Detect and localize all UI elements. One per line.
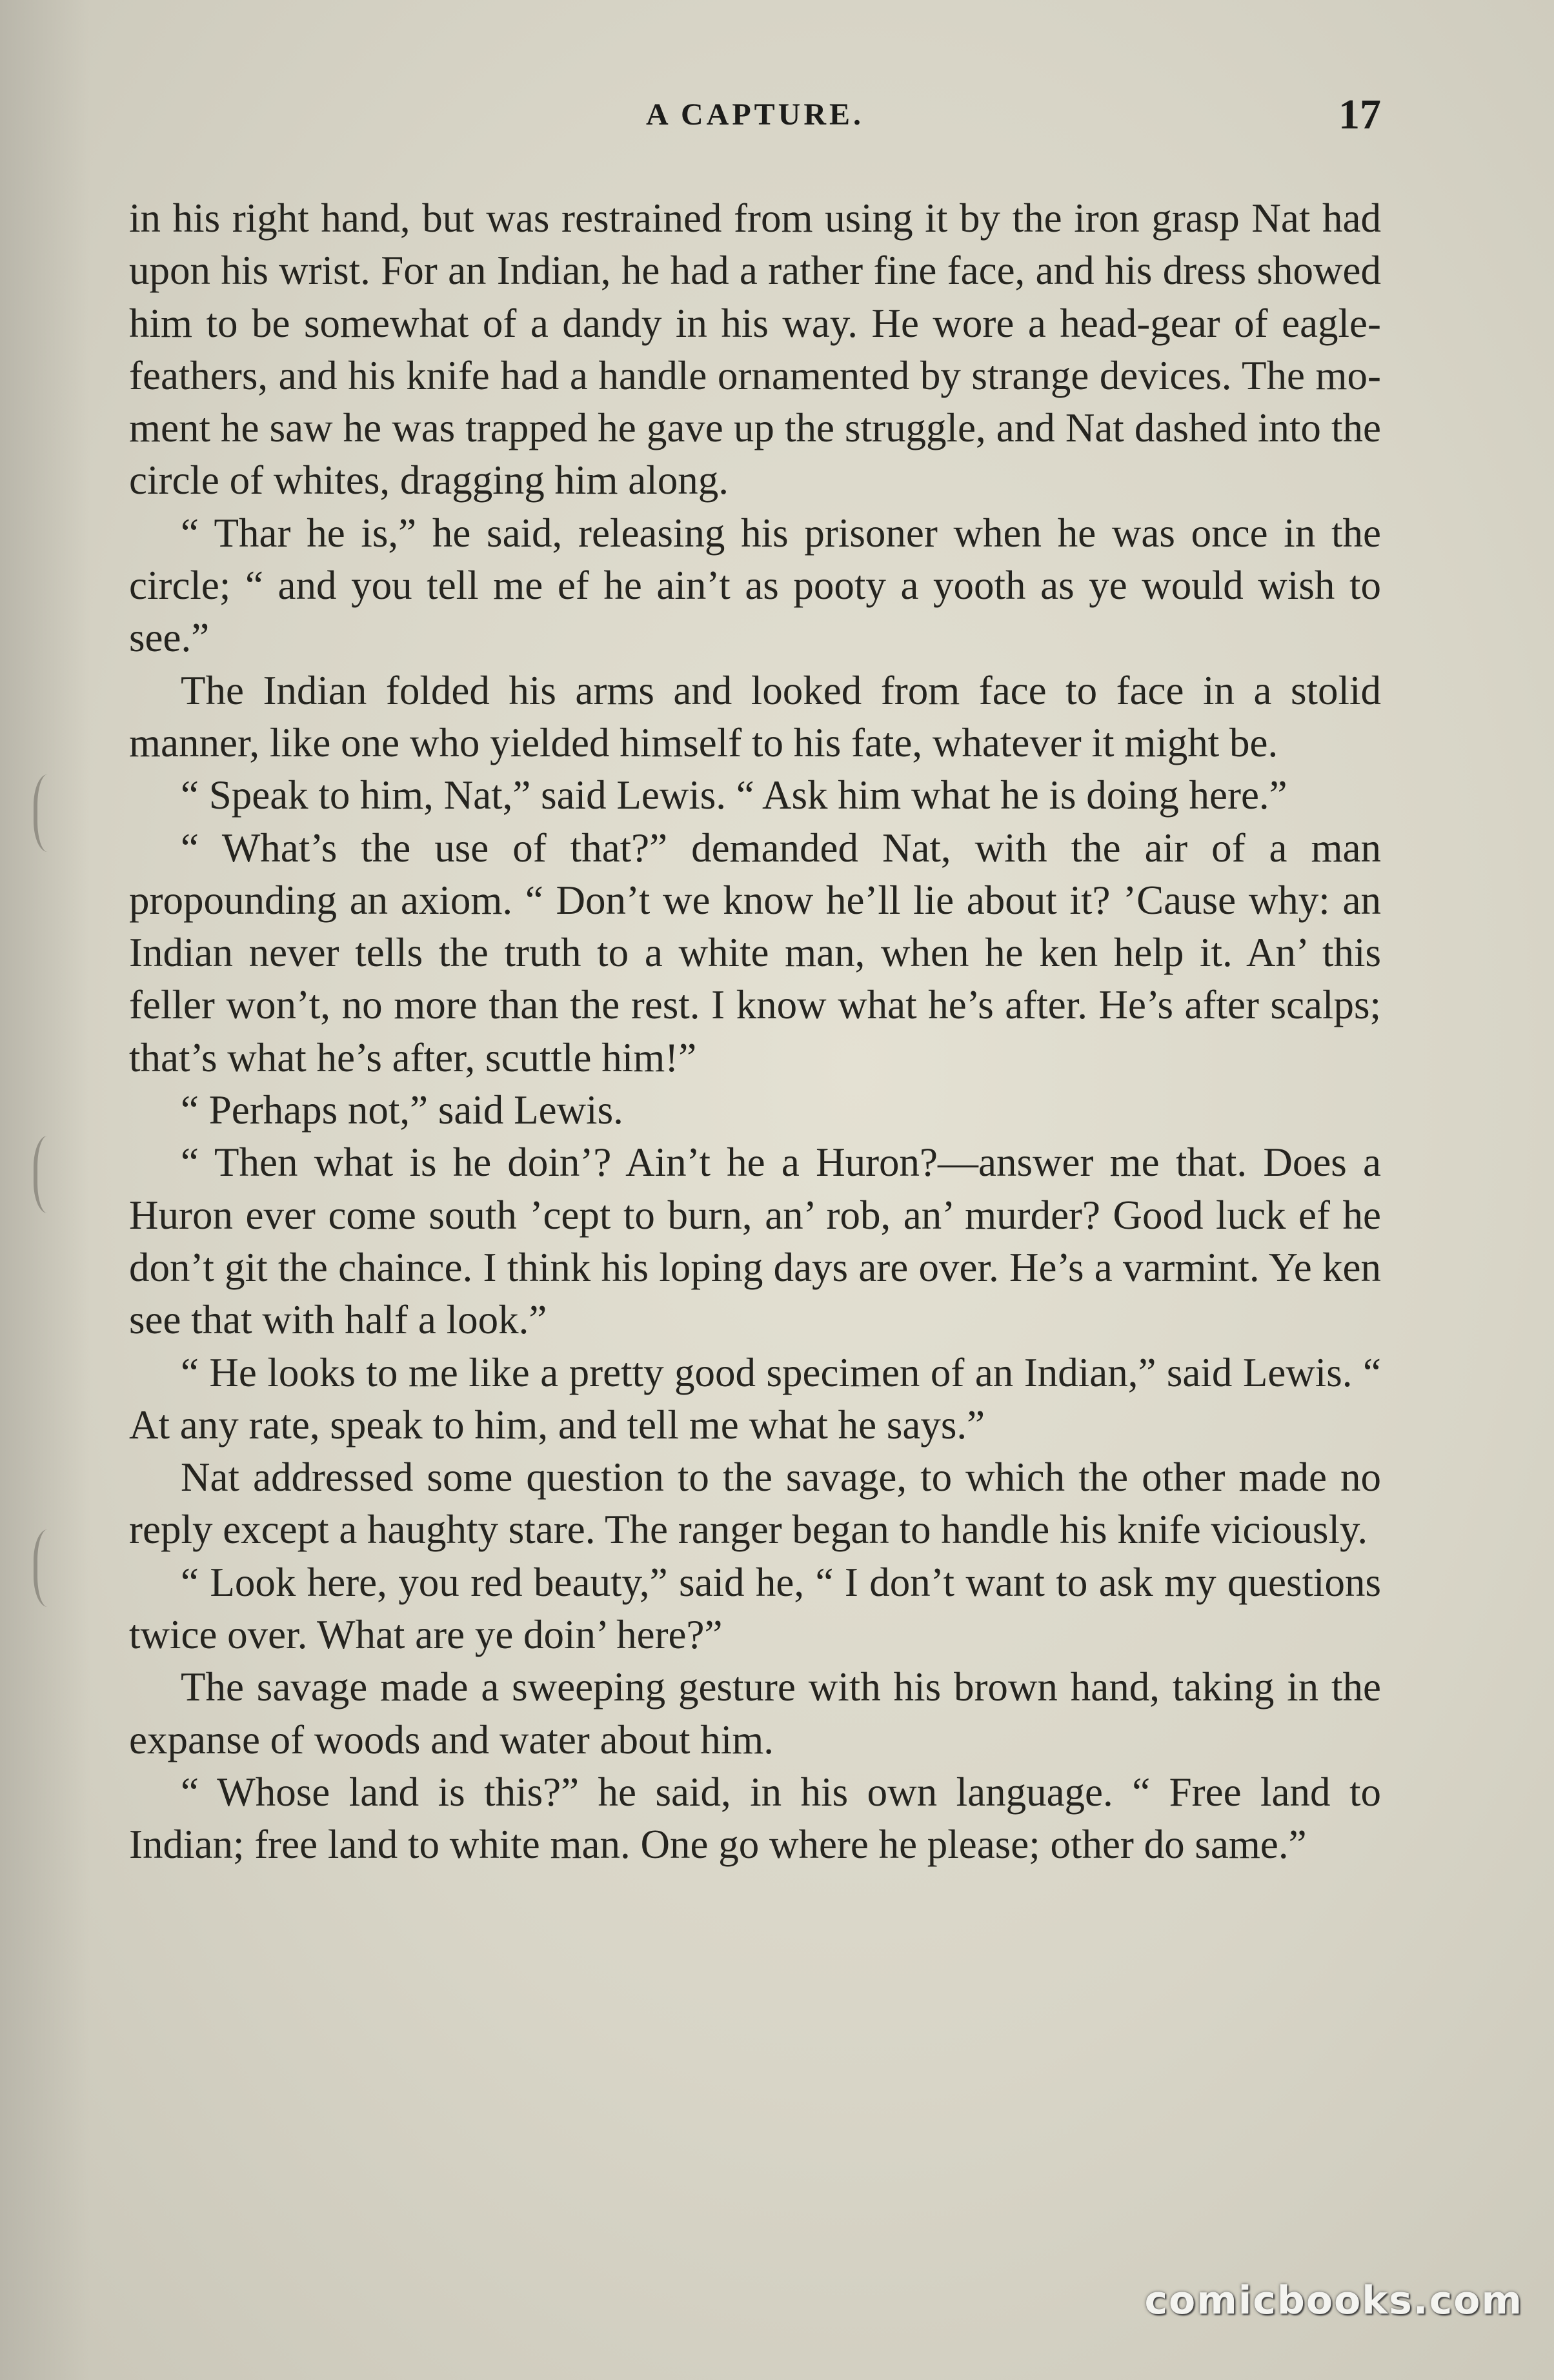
paragraph: Nat addressed some question to the savage, to which the other made no reply except a haughty stare. The ranger began to handle his knife viciously.: [129, 1455, 1381, 1553]
paragraph: “ He looks to me like a pretty good specimen of an Indian,” said Lewis. “ At any rate, speak to him, and tell me what he says.”: [129, 1349, 1381, 1447]
paragraph: “ Thar he is,” he said, releasing his prisoner when he was once in the circle; “ and you tell me ef he ain’t as pooty a yooth as ye would wish to see.”: [129, 510, 1381, 661]
paragraph: “ What’s the use of that?” demanded Nat, with the air of a man propounding an axiom. “ Don’t we know he’ll lie about it? ’Cause why: an Indian never tells the truth to a white man, when he ken help it. An’ this feller won’t, no more than the rest. I know what he’s after. He’s after scalps; that’s what he’s after, scuttle him!”: [129, 825, 1381, 1080]
running-head: A CAPTURE.: [645, 97, 865, 132]
body-text: [129, 192, 1381, 1871]
paragraph: “ Speak to him, Nat,” said Lewis. “ Ask him what he is doing here.”: [181, 772, 1287, 818]
watermark: comicbooks.com: [1144, 2278, 1523, 2323]
binding-stitch-mark: [34, 774, 68, 852]
page-number: 17: [1338, 91, 1381, 138]
binding-stitch-mark: [34, 1529, 68, 1607]
paragraph: The savage made a sweeping gesture with his brown hand, taking in the expanse of woods and water about him.: [129, 1664, 1381, 1762]
page-header: [129, 90, 1381, 155]
paragraph: in his right hand, but was restrained from using it by the iron grasp Nat had upon his wrist. For an Indian, he had a rather fine face, and his dress showed him to be somewhat of a dandy in his way. He wore a head-gear of eagle-feathers, and his knife had a handle ornamented by strange devices. The moment he saw he was trapped he gave up the struggle, and Nat dashed into the circle of whites, dragging him along.: [129, 196, 1381, 503]
paragraph: “ Then what is he doin’? Ain’t he a Huron?—answer me that. Does a Huron ever come south ’cept to burn, an’ rob, an’ murder? Good luck ef he don’t git the chaince. I think his loping days are over. He’s a varmint. Ye ken see that with half a look.”: [129, 1140, 1381, 1343]
paragraph: “ Perhaps not,” said Lewis.: [181, 1087, 623, 1133]
paragraph: “ Whose land is this?” he said, in his own language. “ Free land to Indian; free land to white man. One go where he please; other do same.”: [129, 1769, 1381, 1868]
paragraph: The Indian folded his arms and looked from face to face in a stolid manner, like one who yielded himself to his fate, whatever it might be.: [129, 667, 1381, 765]
paragraph: “ Look here, you red beauty,” said he, “ I don’t want to ask my questions twice over. What are ye doin’ here?”: [129, 1559, 1381, 1658]
binding-stitch-mark: [34, 1136, 68, 1213]
